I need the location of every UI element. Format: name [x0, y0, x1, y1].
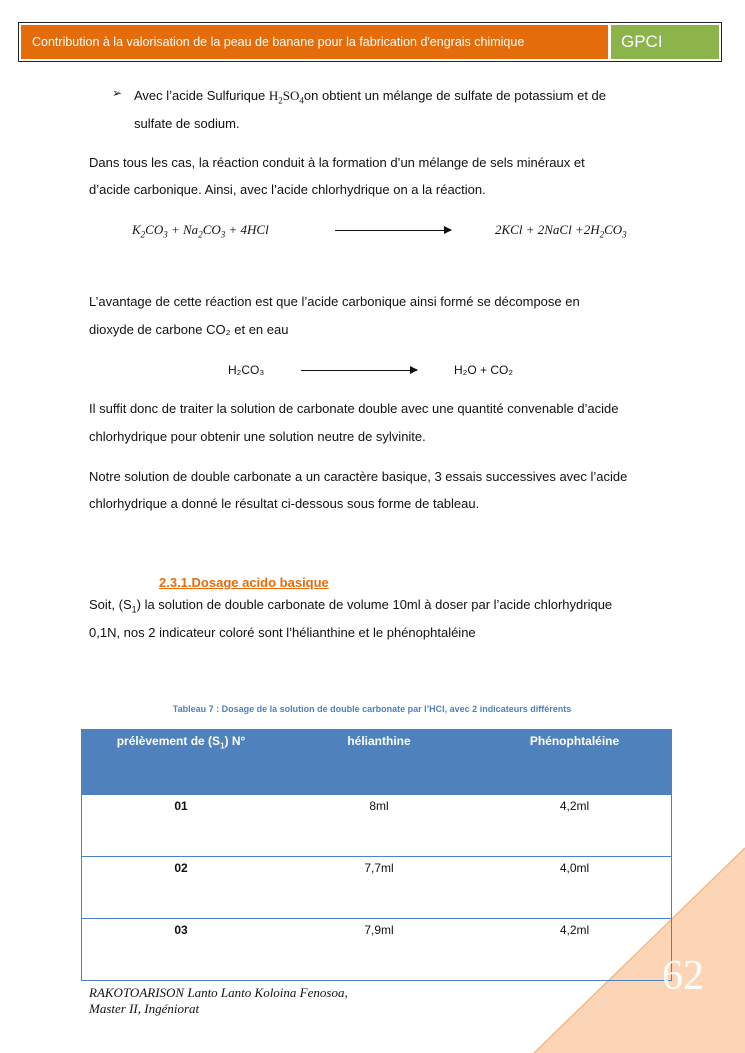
- equation2-left: H₂CO₃: [228, 363, 265, 377]
- para3-line1: Il suffit donc de traiter la solution de carbonate double avec une quantité convenable d’acide: [89, 401, 619, 416]
- arrow-bullet-icon: ➢: [112, 86, 123, 100]
- bullet-line-1: Avec l’acide Sulfurique $H_2SO_4on$ obtient un mélange de sulfate de potassium et de: [134, 88, 607, 106]
- equation1-left: $K_2CO_3 + Na_2CO_3 + 4HCl$: [132, 222, 269, 240]
- cell-phenol: 4,0ml: [478, 857, 672, 919]
- para5-line1: Soit, $(S_1)$ la solution de double carbonate de volume 10ml à doser par l’acide chlorhydrique: [89, 597, 613, 615]
- footer-author-block: [89, 985, 348, 1017]
- para1-line1: Dans tous les cas, la réaction conduit à la formation d’un mélange de sels minéraux et: [89, 155, 585, 170]
- para5-line2: 0,1N, nos 2 indicateur coloré sont l’hélianthine et le phénophtaléine: [89, 625, 476, 640]
- bullet-line-2: sulfate de sodium.: [134, 116, 240, 131]
- col-header-phenol: Phénophtaléine: [478, 730, 672, 795]
- cell-helianthine: 7,7ml: [280, 857, 478, 919]
- section-heading: 2.3.1.Dosage acido basique: [159, 575, 329, 590]
- cell-sample: 02: [82, 857, 281, 919]
- equation2-right: H₂O + CO₂: [454, 363, 513, 377]
- col-header-sample: prélèvement de $(S_1)$ N°: [82, 730, 281, 795]
- cell-sample: 01: [82, 795, 281, 857]
- header-code: GPCI: [611, 25, 719, 59]
- footer-author: RAKOTOARISON Lanto Lanto Koloina Fenosoa,: [89, 985, 348, 1000]
- table-row: [82, 795, 672, 857]
- formula-h2so4: $H_2SO_4$: [268, 88, 304, 106]
- table-caption: Tableau 7 : Dosage de la solution de double carbonate par l’HCl, avec 2 indicateurs différents: [172, 704, 572, 714]
- cell-helianthine: 8ml: [280, 795, 478, 857]
- cell-helianthine: 7,9ml: [280, 919, 478, 981]
- table-row: [82, 857, 672, 919]
- para2-line2: dioxyde de carbone CO₂ et en eau: [89, 322, 289, 337]
- table-row: [82, 919, 672, 981]
- col-header-helianthine: hélianthine: [280, 730, 478, 795]
- dosage-table: [81, 729, 672, 981]
- footer-degree: Master II, Ingéniorat: [89, 1001, 200, 1016]
- para4-line1: Notre solution de double carbonate a un caractère basique, 3 essais successives avec l’acide: [89, 469, 628, 484]
- cell-phenol: 4,2ml: [478, 795, 672, 857]
- para2-line1: L’avantage de cette réaction est que l’acide carbonique ainsi formé se décompose en: [89, 294, 580, 309]
- table-header-row: [82, 730, 672, 795]
- equation1-right: 2KCl + 2NaCl $+2H_2CO_3$: [495, 222, 627, 240]
- cell-sample: 03: [82, 919, 281, 981]
- cell-phenol: 4,2ml: [478, 919, 672, 981]
- para1-line2: d’acide carbonique. Ainsi, avec l’acide chlorhydrique on a la réaction.: [89, 182, 486, 197]
- page-number: 62: [662, 953, 704, 999]
- para4-line2: chlorhydrique a donné le résultat ci-dessous sous forme de tableau.: [89, 496, 480, 511]
- para3-line2: chlorhydrique pour obtenir une solution neutre de sylvinite.: [89, 429, 426, 444]
- header-title: Contribution à la valorisation de la peau de banane pour la fabrication d'engrais chimique: [21, 25, 608, 59]
